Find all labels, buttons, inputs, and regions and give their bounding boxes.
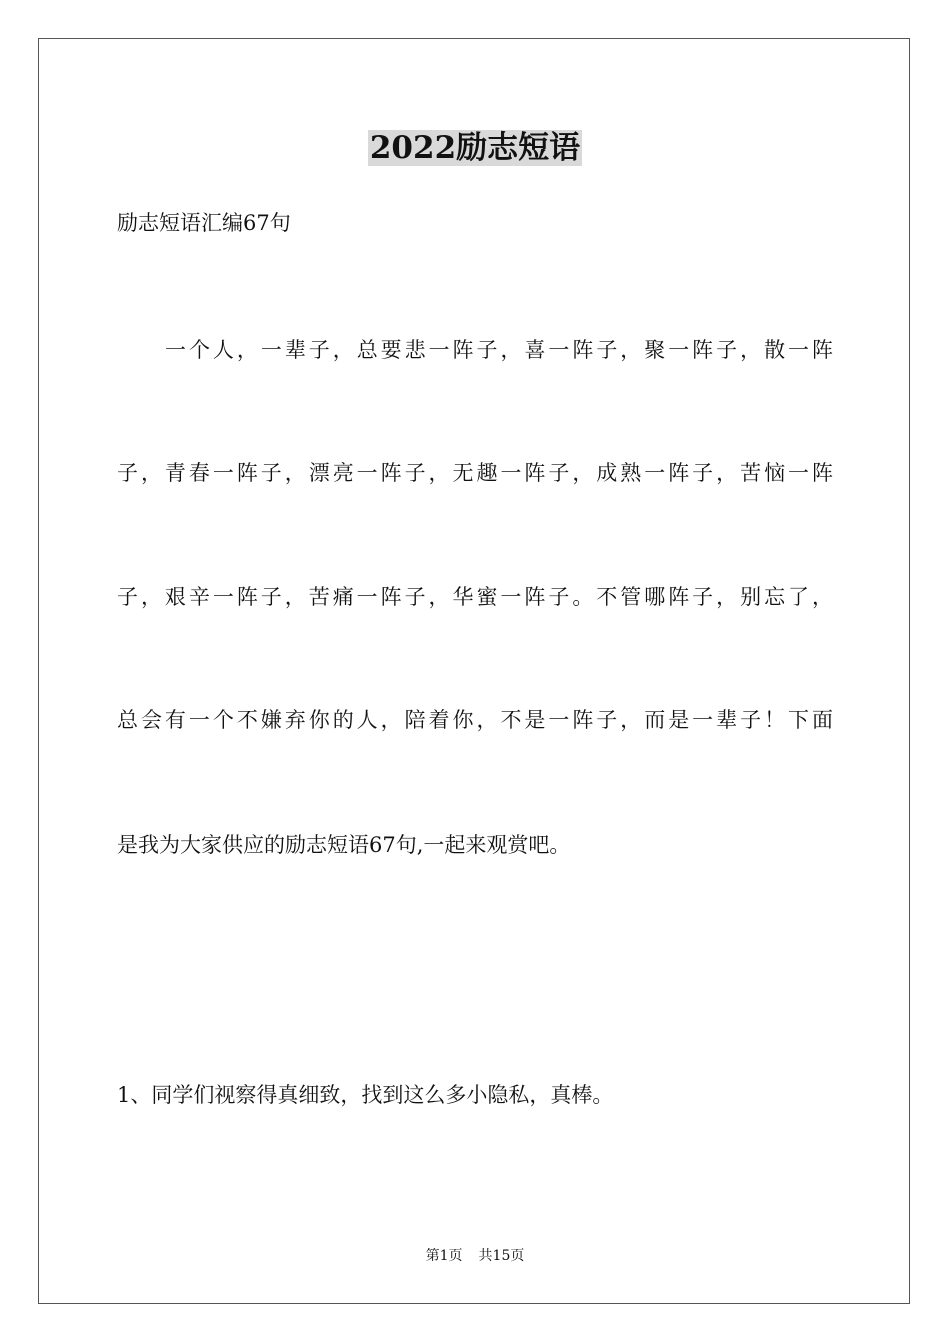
document-subtitle: 励志短语汇编67句 xyxy=(117,211,291,235)
intro-paragraph-line-5: 是我为大家供应的励志短语67句,一起来观赏吧。 xyxy=(117,833,571,857)
intro-paragraph-line-1: 一个人，一辈子，总要悲一阵子，喜一阵子，聚一阵子，散一阵 xyxy=(165,338,833,362)
page-number: 第1页 xyxy=(425,1248,463,1264)
intro-paragraph-line-2: 子，青春一阵子，漂亮一阵子，无趣一阵子，成熟一阵子，苦恼一阵 xyxy=(117,461,833,485)
document-title-text: 2022励志短语 xyxy=(369,130,581,166)
list-item: 1、同学们视察得真细致，找到这么多小隐私，真棒。 xyxy=(117,1083,614,1107)
page-total: 共15页 xyxy=(478,1248,525,1264)
intro-paragraph-line-4: 总会有一个不嫌弃你的人，陪着你，不是一阵子，而是一辈子！下面 xyxy=(117,708,833,732)
page-footer xyxy=(0,1246,950,1266)
intro-paragraph-line-3: 子，艰辛一阵子，苦痛一阵子，华蜜一阵子。不管哪阵子，别忘了， xyxy=(117,585,833,609)
document-title xyxy=(0,126,950,170)
